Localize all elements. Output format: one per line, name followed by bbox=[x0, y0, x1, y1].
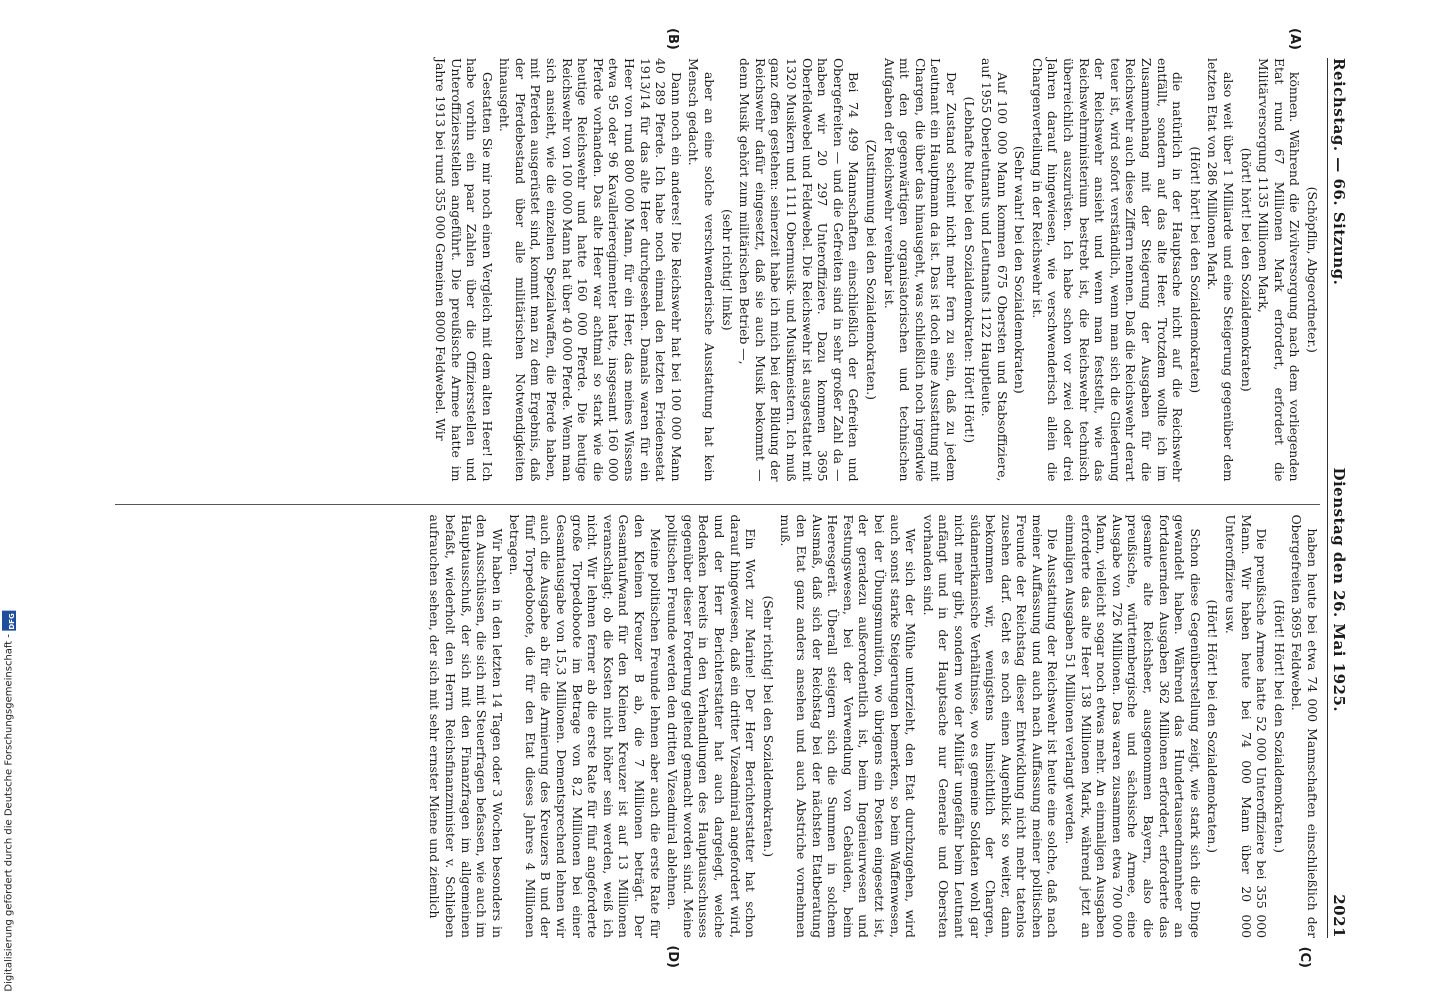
paragraph: (Sehr richtig! bei den Sozialdemokraten.) bbox=[760, 595, 776, 858]
paragraph: Dann noch ein anderes! Die Reichswehr hat bei 100 000 Mann 40 289 Pferde. Ich habe noch einmal den letzten Friedensetat 1913/14 für das alte Heer durchgesehen. Damals waren für ein Heer von rund 800 000 Mann, für ein Heer, das meines Wissens etwa 95 oder 96 Kavallerieregimenter hatte, insgesamt 160 000 Pferde vorhanden. Das alte Heer war achtmal so stark wie die heutige Reichswehr und hatte 160 000 Pferde. Die heutige Reichswehr von 100 000 Mann hat über 40 000 Pferde. Wenn man sich ansieht, wie die einzelnen Spezialwaffen, die Pferde haben, mit Pferden ausgerüstet sind, kommt man zu dem Ergebnis, daß der Pferdebestand über alle militärischen Notwendigkeiten hinausgeht. bbox=[497, 58, 684, 482]
column-right bbox=[115, 504, 1320, 968]
paragraph: können. Während die Zivilversorgung nach dem vorliegenden Etat rund 67 Millionen Mark erfordert, erfordert die Militärversorgung 1135 Millionen Mark, bbox=[1256, 58, 1303, 482]
paragraph: Meine politischen Freunde lehnen aber auch die erste Rate für den Kleinen Kreuzer B ab, die 7 Millionen beträgt. Der Gesamtaufwand für den Kleinen Kreuzer ist auf 13 Millionen veranschlagt; ob die Kosten nicht höher sein werden, weiß ich nicht. Wir lehnen ferner ab die erste Rate für fünf angeforderte große Torpedoboote im Betrage von 8,2 Millionen bei einer Gesamtausgabe von 15,3 Millionen. Dementsprechend lehnen wir auch die Ausgabe ab für die Armierung des Kreuzers B und der fünf Torpedoboote, die für den Etat dieses Jahres 4 Millionen betragen. bbox=[507, 514, 663, 938]
paragraph: (Sehr wahr! bei den Sozialdemokraten) bbox=[1012, 145, 1028, 394]
paragraph: (sehr richtig! links) bbox=[719, 208, 735, 331]
paragraph: Die Ausstattung der Reichswehr ist heute eine solche, daß nach meiner Auffassung und auch nach Auffassung meiner politischen Freunde der Reichstag dieser Entwicklung nicht mehr tatenlos zusehen darf. Geht es noch einen Augenblick so weiter, dann bekommen wir, wenigstens hinsichtlich der Chargen, südamerikanische Verhältnisse, wo es gemeine Soldaten wohl gar nicht mehr gibt, sondern wo der Militär ungefähr beim Leutnant anfängt und in der Hauptsache nur Generale und Obersten vorhanden sind. bbox=[920, 514, 1061, 938]
page-number: 2021 bbox=[1330, 894, 1348, 938]
paragraph: Der Zustand scheint nicht mehr fern zu sein, daß zu jedem Leutnant ein Hauptmann da ist. Das ist doch eine Ausstattung mit Chargen, die über das hinausgeht, was schließlich noch irgendwie mit den gegenwärtigen organisatorischen und technischen Aufgaben der Reichswehr vereinbar ist. bbox=[881, 58, 959, 482]
digitization-credit bbox=[2, 611, 16, 992]
column-left bbox=[115, 28, 1320, 482]
margin-marker-b: (B) bbox=[665, 28, 680, 50]
paragraph: Auf 100 000 Mann kommen 675 Obersten und Stabsoffiziere, auf 1955 Oberleutnants und Leutnants 1122 Hauptleute. bbox=[979, 58, 1010, 482]
page-header bbox=[1327, 58, 1350, 938]
paragraph: Die preußische Armee hatte 52 000 Unteroffiziere bei 355 000 Mann. Wir haben heute bei 74 000 Mann über 20 000 Unteroffiziere usw. bbox=[1223, 514, 1270, 938]
header-left: Reichstag. — 66. Sitzung. bbox=[1330, 58, 1348, 286]
paragraph: Ein Wort zur Marine! Der Herr Berichterstatter hat schon darauf hingewiesen, daß ein dritter Vizeadmiral angefordert wird, und der Herr Berichterstatter hat auch dargelegt, welche Bedenken bereits in den Verhandlungen des Hauptausschusses gegenüber dieser Forderung geltend gemacht worden sind. Meine politischen Freunde werden den dritten Vizeadmiral ablehnen. bbox=[665, 514, 759, 938]
text-columns bbox=[115, 28, 1320, 968]
paragraph: haben heute bei etwa 74 000 Mannschaften einschließlich der Obergefreiten 3695 Feldwebel. bbox=[1289, 514, 1320, 938]
paragraph: Wir haben in den letzten 14 Tagen oder 3 Wochen besonders in den Ausschüssen, die sich mit Steuerfragen befassen, wie auch im Hauptausschuß, der sich mit den Finanzfragen im allgemeinen befaßt, wiederholt den Herrn Reichsfinanzminister v. Schlieben aufrauchen sehen, der sich mit sehr ernster Miene und ziemlich bbox=[427, 514, 505, 938]
newspaper-page bbox=[110, 28, 1350, 968]
paragraph: Gestatten Sie mir noch einen Vergleich mit dem alten Heer! Ich habe vorhin ein paar Zahlen über die Offiziersstellen und Unteroffiziersstellen angeführt. Die preußische Armee hatte im Jahre 1913 bei rund 355 000 Gemeinen 8000 Feldwebel. Wir bbox=[432, 58, 495, 482]
paragraph: (hört! hört! bei den Sozialdemokraten) bbox=[1238, 147, 1254, 392]
paragraph: Schon diese Gegenüberstellung zeigt, wie stark sich die Dinge gewandelt haben. Während das Hundertausendmannheer an fortdauernden Ausgaben 362 Millionen erfordert, erforderte das gesamte alte Reichsheer, ausgenommen Bayern, also die preußische, württembergische und sächsische Armee, eine Ausgabe von 726 Millionen. Das waren zusammen etwa 700 000 Mann, vielleicht sogar noch etwas mehr. An einmaligen Ausgaben erforderte das alte Heer 138 Millionen Mark, während jetzt an einmaligen Ausgaben 51 Millionen verlangt werden. bbox=[1063, 514, 1203, 938]
paragraph: also weit über 1 Milliarde und eine Steigerung gegenüber dem letzten Etat von 286 Millionen Mark. bbox=[1205, 58, 1237, 482]
paragraph: Wer sich der Mühe unterzieht, den Etat durchzugehen, wird auch sonst starke Steigerungen bemerken, so beim Waffenwesen, bei der Übungsmunition, wo übrigens ein Posten eingesetzt ist, der geradezu außerordentlich ist, beim Ingenieurwesen und Festungswesen, bei der Verwendung von Gebäuden, beim Heeresgerät. Überall steigern sich die Summen in solchem Ausmaß, daß sich der Reichstag bei der nächsten Etatberatung den Etat ganz anders ansehen und auch Abstriche vornehmen muß. bbox=[778, 514, 919, 938]
paragraph: (Hört! Hört! bei den Sozialdemokraten.) bbox=[1205, 599, 1221, 853]
paragraph: Bei 74 499 Mannschaften einschließlich der Gefreiten und Obergefreiten — und die Gefreiten sind in sehr großer Zahl da — haben wir 20 297 Unteroffiziere. Dazu kommen 3695 Oberfeldwebel und Feldwebel. Die Reichswehr ist ausgestattet mit 1320 Musikern und 1111 Obermusik- und Musikmeistern. Ich muß ganz offen gestehen: seinerzeit habe ich mich bei der Bildung der Reichswehr dafür eingesetzt, daß sie auch Musik bekommt — denn Musik gehört zum militärischen Betrieb —, bbox=[737, 58, 862, 482]
credit-text: Digitalisierung gefördert durch die Deutsche Forschungsgemeinschaft - bbox=[3, 634, 15, 992]
paragraph: (Lebhafte Rufe bei den Sozialdemokraten: Hört! Hört!) bbox=[961, 96, 977, 444]
side-strip bbox=[0, 0, 22, 1000]
margin-marker-a: (A) bbox=[1287, 28, 1302, 50]
header-date: Dienstag den 26. Mai 1925. bbox=[1330, 467, 1348, 713]
margin-marker-c: (C) bbox=[1297, 946, 1312, 968]
margin-marker-d: (D) bbox=[665, 945, 680, 968]
paragraph: (Hört! Hört! bei den Sozialdemokraten.) bbox=[1271, 599, 1287, 853]
dfg-logo-icon: DFG bbox=[2, 611, 16, 631]
paragraph: (Schöpflin, Abgeordneter.) bbox=[1305, 186, 1320, 353]
paragraph: (Zustimmung bei den Sozialdemokraten.) bbox=[863, 139, 879, 401]
page-wrap bbox=[100, 28, 1360, 968]
paragraph: die natürlich in der Hauptsache nicht auf die Reichswehr entfällt, sondern auf das alte Heer. Trotzdem wollte ich im Zusammenhang mit der Steigerung der Ausgaben für die Reichswehr auch diese Ziffern nennen. Daß die Reichswehr derart teuer ist, wird sofort verständlich, wenn man sich die Gliederung der Reichswehr ansieht und wenn man feststellt, wie das Reichswehrministerium bestrebt ist, die Reichswehr technisch überreichlich auszurüsten. Ich habe schon vor zwei oder drei Jahren darauf hingewiesen, wie verschwenderisch allein die Chargenverteilung in der Reichswehr ist. bbox=[1029, 58, 1186, 482]
paragraph: (Hört! hört! bei den Sozialdemokraten) bbox=[1187, 146, 1203, 394]
paragraph: aber an eine solche verschwenderische Ausstattung hat kein Mensch gedacht. bbox=[686, 58, 718, 482]
